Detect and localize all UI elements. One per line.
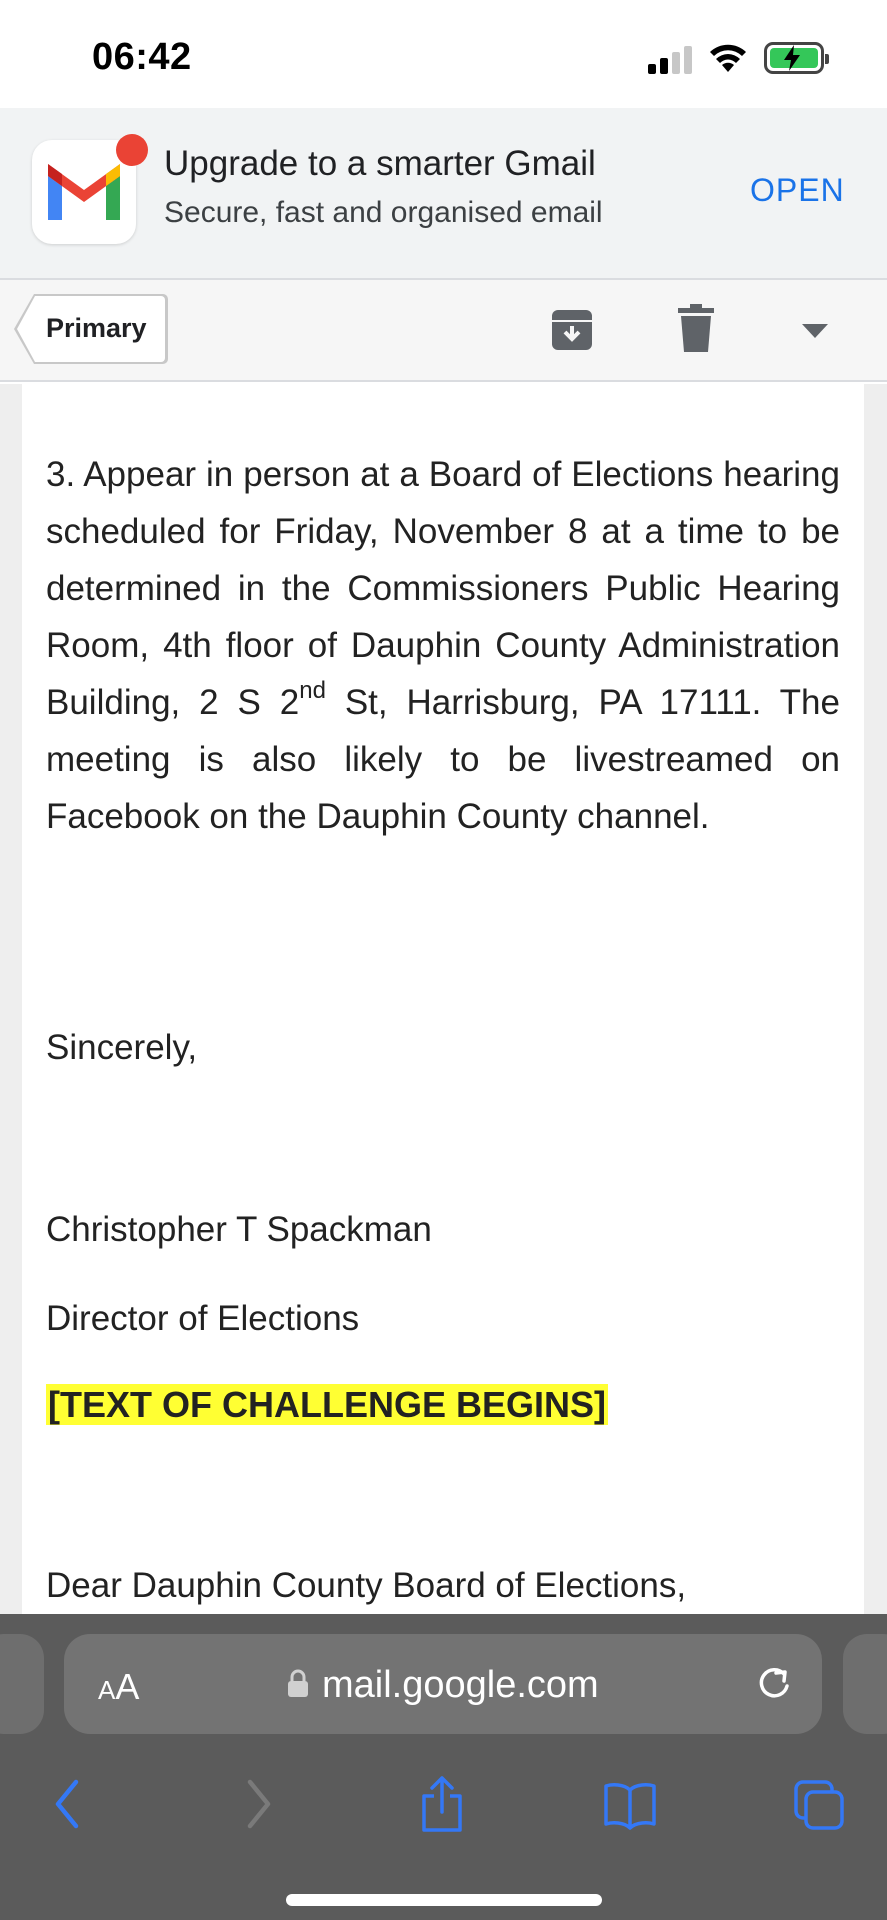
address-bar[interactable]	[64, 1634, 822, 1734]
battery-charging-icon	[764, 42, 824, 74]
promo-title: Upgrade to a smarter Gmail	[164, 144, 596, 183]
promo-subtitle: Secure, fast and organised email	[164, 196, 603, 229]
hearing-text: 3. Appear in person at a Board of Elections hearing scheduled for Friday, November 8 at a time to be determined in the Commissioners Public Hearing Room, 4th floor of Dauphin County Administration Building, 2 S 2	[46, 455, 840, 722]
wifi-icon	[708, 42, 748, 74]
next-tab-preview[interactable]	[843, 1634, 887, 1734]
status-bar	[0, 0, 887, 108]
salutation: Dear Dauphin County Board of Elections,	[46, 1566, 687, 1605]
share-icon[interactable]	[418, 1774, 466, 1834]
text-size-button[interactable]	[98, 1666, 139, 1708]
status-time: 06:42	[92, 36, 192, 78]
forward-icon[interactable]	[238, 1774, 278, 1834]
hearing-paragraph	[46, 446, 840, 845]
signal-icon	[648, 44, 694, 74]
lock-icon	[286, 1668, 310, 1698]
archive-icon[interactable]	[548, 306, 596, 354]
url-text[interactable]: mail.google.com	[322, 1664, 599, 1706]
trash-icon[interactable]	[678, 304, 714, 352]
challenge-heading	[46, 1384, 840, 1426]
closing: Sincerely,	[46, 1028, 198, 1067]
bookmarks-icon[interactable]	[602, 1774, 658, 1834]
open-app-button[interactable]: OPEN	[750, 172, 845, 208]
browser-toolbar	[0, 1614, 887, 1920]
gmail-upgrade-banner	[0, 108, 887, 280]
text-size-large-a: A	[115, 1666, 140, 1707]
back-icon[interactable]	[48, 1774, 88, 1834]
reload-icon[interactable]	[754, 1664, 794, 1704]
message-toolbar	[0, 280, 887, 382]
message-body	[22, 384, 864, 1614]
ordinal-suffix: nd	[299, 677, 326, 704]
highlighted-text: [TEXT OF CHALLENGE BEGINS]	[48, 1384, 606, 1425]
signer-name: Christopher T Spackman	[46, 1210, 432, 1249]
text-size-small-a: A	[98, 1675, 116, 1705]
home-indicator[interactable]	[286, 1894, 602, 1906]
tabs-icon[interactable]	[792, 1774, 848, 1834]
notification-dot	[116, 134, 148, 166]
hearing-text-continued: St, Harrisburg, PA 17111. The meeting is also likely to be livestreamed on Facebook on the Dauphin County channel.	[46, 683, 840, 836]
browser-nav	[0, 1764, 887, 1854]
dropdown-icon[interactable]	[802, 324, 828, 338]
signer-title: Director of Elections	[46, 1299, 360, 1338]
previous-tab-preview[interactable]	[0, 1634, 44, 1734]
label-primary[interactable]: Primary	[46, 313, 147, 343]
